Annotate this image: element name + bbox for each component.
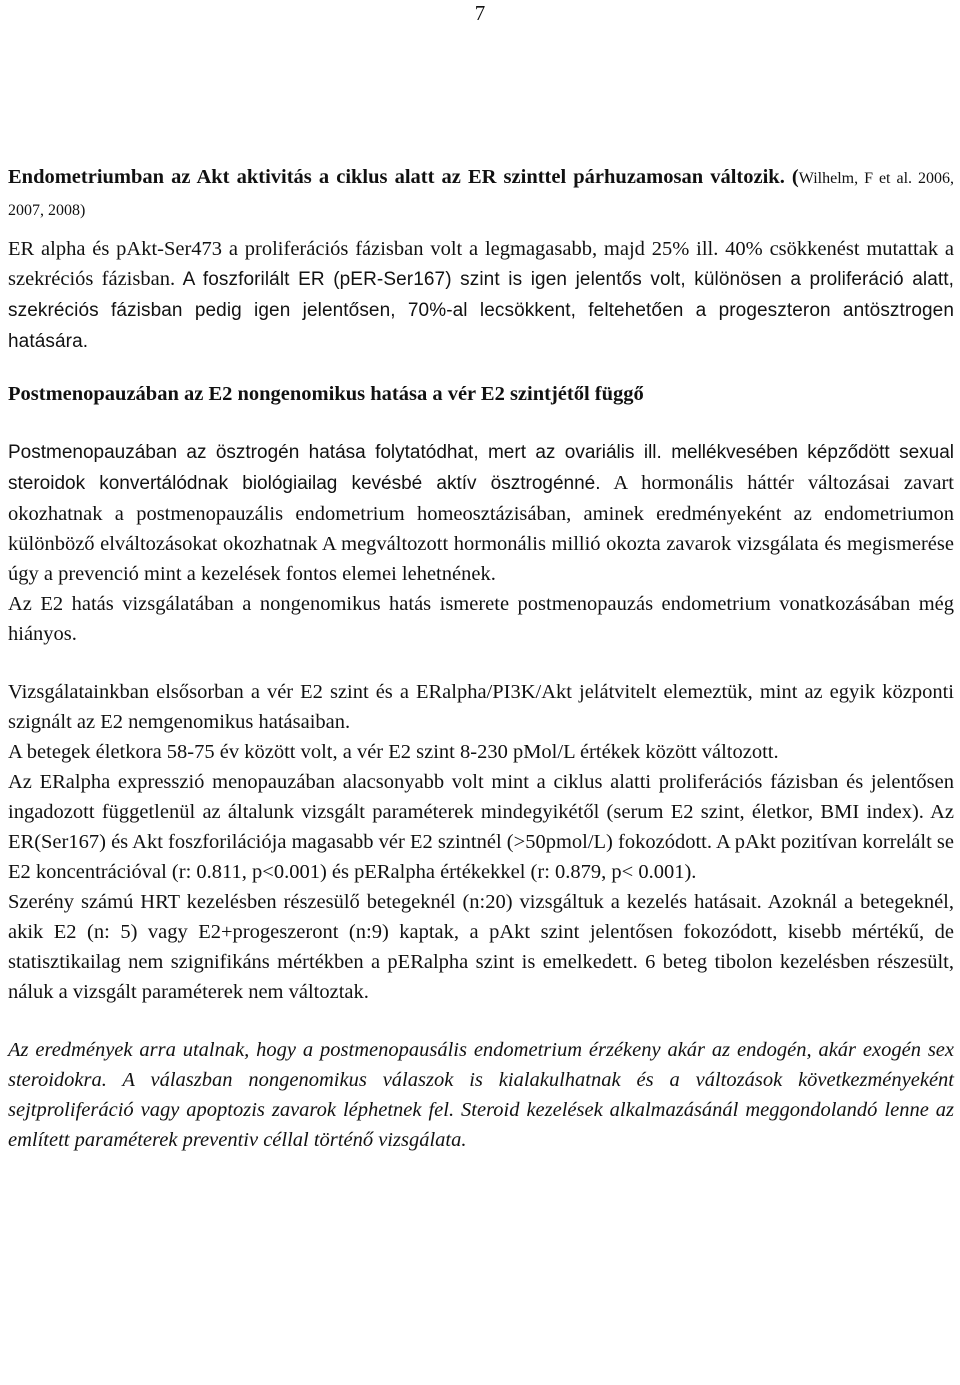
section1-paragraph xyxy=(8,234,954,357)
section1-para-b: A foszforilált ER (pER-Ser167) szint is igen jelentős volt, különösen a proliferáció alatt, szekréciós fázisban pedig igen jelentősen, 70%-al lecsökkent, feltehetően a progeszteron antösztrogen hatására. xyxy=(8,269,954,352)
section1-citation: Wilhelm, F et al. 2006, 2007, 2008) xyxy=(8,170,954,219)
section2-para-serif: A hormonális háttér változásai zavart okozhatnak a postmenopauzális endometrium homeosztázisában, aminek eredményeként az endometriumon különböző elváltozásokat okozhatnak A megváltozott hormonális millió okozta zavarok vizsgálata és megismerése úgy a prevenció mint a kezelések fontos elemei lehetnének. xyxy=(8,472,954,585)
section3-paragraph-1: Vizsgálatainkban elsősorban a vér E2 szint és a ERalpha/PI3K/Akt jelátvitelt elemeztük, mint az egyik központi szignált az E2 nemgenomikus hatásaiban. xyxy=(8,681,954,733)
section2-heading: Postmenopauzában az E2 nongenomikus hatása a vér E2 szintjétől függő xyxy=(8,383,644,405)
section1-para-a: ER alpha és pAkt-Ser473 a proliferációs fázisban volt a legmagasabb, majd 25% ill. 40% csökkenést mutattak a szekréciós fázisban. xyxy=(8,238,954,290)
document-body xyxy=(8,162,954,1155)
section1-heading-text: Endometriumban az Akt aktivitás a ciklus alatt az ER szinttel párhuzamosan változik. xyxy=(8,166,785,188)
section1-heading-paren: ( xyxy=(784,166,799,188)
section3-paragraph-4: Szerény számú HRT kezelésben részesülő betegeknél (n:20) vizsgáltuk a kezelés hatásait. Azoknál a betegeknél, akik E2 (n: 5) vagy E2+progeszeront (n:9) kaptak, a pAkt szint jelentősen fokozódott, kisebb mértékű, de statisztikailag nem szignifikáns mértékben a pERalpha szint is emelkedett. 6 beteg tibolon kezelésben részesült, náluk a vizsgált paraméterek nem változtak. xyxy=(8,891,954,1003)
section1-heading xyxy=(8,162,954,226)
section3-paragraph-2: A betegek életkora 58-75 év között volt, a vér E2 szint 8-230 pMol/L értékek között változott. xyxy=(8,741,779,763)
page-number: 7 xyxy=(474,1,486,25)
conclusion-paragraph: Az eredmények arra utalnak, hogy a postmenopausális endometrium érzékeny akár az endogén, akár exogén sex steroidokra. A válaszban nongenomikus válaszok is kialakulhatnak és a változások következményeként sejtproliferáció vagy apoptozis zavarok léphetnek fel. Steroid kezelések alkalmazásánál meggondolandó lenne az említett paraméterek preventiv céllal történő vizsgálata. xyxy=(8,1039,954,1151)
section2-paragraph xyxy=(8,437,954,589)
section3-paragraph-3: Az ERalpha expresszió menopauzában alacsonyabb volt mint a ciklus alatti proliferációs fázisban és jelentősen ingadozott függetlenül az általunk vizsgált paraméterek mindegyikétől (serum E2 szint, életkor, BMI index). Az ER(Ser167) és Akt foszforilációja magasabb vér E2 szintnél (>50pmol/L) fokozódott. A pAkt pozitívan korrelált se E2 koncentrációval (r: 0.811, p<0.001) és pERalpha értékekkel (r: 0.879, p< 0.001). xyxy=(8,771,954,883)
section2-paragraph-2: Az E2 hatás vizsgálatában a nongenomikus hatás ismerete postmenopauzás endometrium vonatkozásában még hiányos. xyxy=(8,593,954,645)
section2-para-sans: Postmenopauzában az ösztrogén hatása folytatódhat, mert az ovariális ill. mellékvesében képződött sexual steroidok konvertálódnak biológiailag kevésbé aktív ösztrogénné. xyxy=(8,442,954,494)
